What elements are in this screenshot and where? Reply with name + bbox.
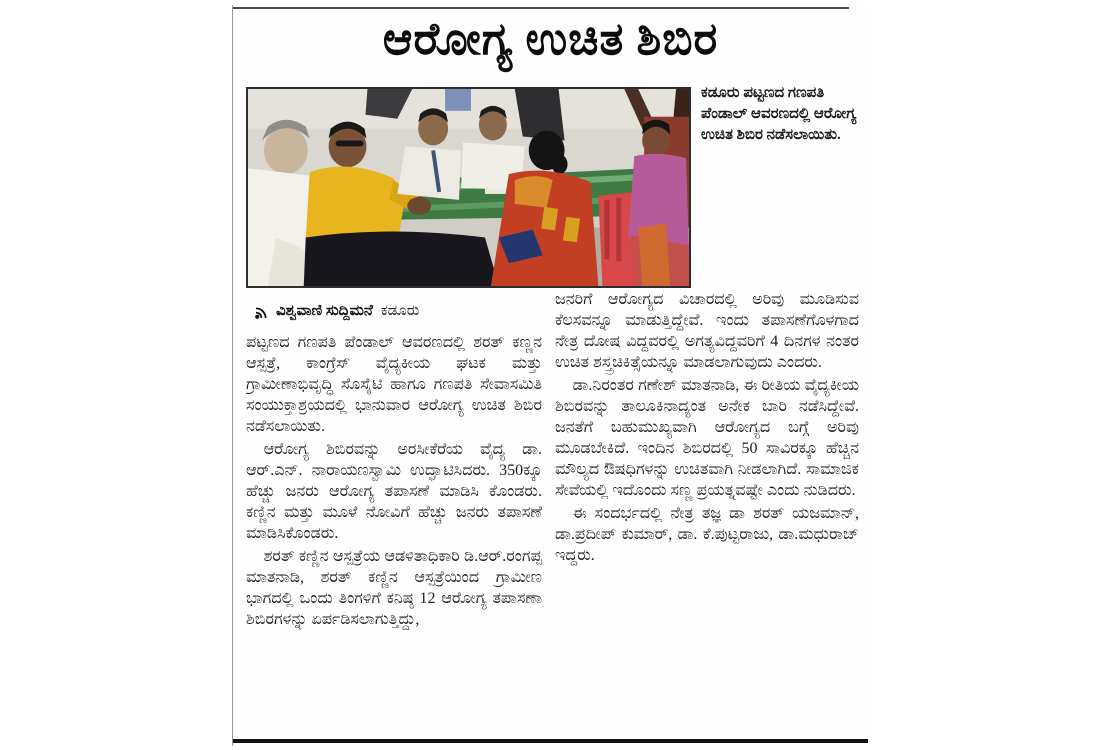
orange-sari-drape bbox=[638, 224, 670, 286]
vishwavani-broadcast-icon bbox=[254, 304, 270, 320]
elderly-man-head bbox=[264, 127, 308, 175]
column-left bbox=[246, 295, 542, 741]
photo-caption: ಕಡೂರು ಪಟ್ಟಣದ ಗಣಪತಿ ಪೆಂಡಾಲ್ ಆವರಣದಲ್ಲಿ ಆರೋಗ್ಯ ಉಚಿತ ಶಿಬಿರ ನಡೆಸಲಾಯಿತು. bbox=[701, 85, 857, 143]
paragraph: ಈ ಸಂದರ್ಭದಲ್ಲಿ ನೇತ್ರ ತಜ್ಞ ಡಾ ಶರತ್ ಯಜಮಾನ್, ಡಾ.ಪ್ರದೀಪ್ ಕುಮಾರ್, ಡಾ. ಕೆ.ಪುಟ್ಟರಾಜು, ಡಾ.ಮಧುರಾಜ್ ಇದ್ದರು. bbox=[555, 505, 859, 564]
bottom-rule bbox=[233, 739, 868, 743]
byline-agency: ವಿಶ್ವವಾಣಿ ಸುದ್ದಿಮನೆ bbox=[276, 303, 373, 319]
paragraph: ಪಟ್ಟಣದ ಗಣಪತಿ ಪೆಂಡಾಲ್ ಆವರಣದಲ್ಲಿ ಶರತ್ ಕಣ್ಣನ ಆಸ್ಪತ್ರೆ, ಕಾಂಗ್ರೆಸ್ ವೈದ್ಯಕೀಯ ಘಟಕ ಮತ್ತು ಗ್ರಾಮೀಣಾಭಿವೃದ್ಧಿ ಸೊಸೈಟಿ ಹಾಗೂ ಗಣಪತಿ ಸೇವಾಸಮಿತಿ ಸಂಯುಕ್ತಾಶ್ರಯದಲ್ಲಿ ಭಾನುವಾರ ಆರೋಗ್ಯ ಉಚಿತ ಶಿಬಿರ ನಡೆಸಲಾಯಿತು. bbox=[246, 334, 542, 435]
photo bbox=[246, 87, 691, 288]
paragraph: ಜನರಿಗೆ ಆರೋಗ್ಯದ ವಿಚಾರದಲ್ಲಿ ಅರಿವು ಮೂಡಿಸುವ ಕೆಲಸವನ್ನೂ ಮಾಡುತ್ತಿದ್ದೇವೆ. ಇಂದು ತಪಾಸಣೆಗೊಳಗಾದ ನೇತ್ರ ದೋಷ ವಿದ್ದವರಲ್ಲಿ ಅಗತ್ಯವಿದ್ದವರಿಗೆ 4 ದಿನಗಳ ನಂತರ ಉಚಿತ ಶಸ್ತ್ರಚಿಕಿತ್ಸೆಯನ್ನೂ ಮಾಡಲಾಗುವುದು ಎಂದರು. bbox=[555, 291, 859, 371]
paragraph: ಶರತ್ ಕಣ್ಣಿನ ಆಸ್ಪತ್ರೆಯ ಆಡಳಿತಾಧಿಕಾರಿ ಡಿ.ಆರ್.ರಂಗಪ್ಪ ಮಾತನಾಡಿ, ಶರತ್ ಕಣ್ಣಿನ ಆಸ್ಪತ್ರೆಯಿಂದ ಗ್ರಾಮೀಣ ಭಾಗದಲ್ಲಿ ಒಂದು ತಿಂಗಳಿಗೆ ಕನಿಷ್ಠ 12 ಆರೋಗ್ಯ ತಪಾಸಣಾ ಶಿಬಿರಗಳನ್ನು ಏರ್ಪಡಿಸಲಾಗುತ್ತಿದ್ದು, bbox=[246, 548, 542, 628]
paragraph: ಡಾ.ನಿರಂತರ ಗಣೇಶ್ ಮಾತನಾಡಿ, ಈ ರೀತಿಯ ವೈದ್ಯಕೀಯ ಶಿಬಿರವನ್ನು ತಾಲೂಕಿನಾದ್ಯಂತ ಅನೇಕ ಬಾರಿ ನಡೆಸಿದ್ದೇವೆ. ಜನತೆಗೆ ಬಹುಮುಖ್ಯವಾಗಿ ಆರೋಗ್ಯದ ಬಗ್ಗೆ ಅರಿವು ಮೂಡಬೇಕಿದೆ. ಇಂದಿನ ಶಿಬಿರದಲ್ಲಿ 50 ಸಾವಿರಕ್ಕೂ ಹೆಚ್ಚಿನ ಮೌಲ್ಯದ ಔಷಧಿಗಳನ್ನು ಉಚಿತವಾಗಿ ನೀಡಲಾಗಿದೆ. ಸಾಮಾಜಿಕ ಸೇವೆಯಲ್ಲಿ ಇದೊಂದು ಸಣ್ಣ ಪ್ರಯತ್ನವಷ್ಟೇ ಎಂದು ನುಡಿದರು. bbox=[555, 377, 859, 499]
orange-blouse bbox=[515, 176, 553, 208]
headline: ಆರೋಗ್ಯ ಉಚಿತ ಶಿಬಿರ bbox=[382, 14, 719, 64]
newspaper-clipping bbox=[232, 5, 868, 746]
top-rule bbox=[233, 7, 849, 9]
byline-location: ಕಡೂರು bbox=[380, 303, 420, 319]
column-right bbox=[555, 289, 859, 741]
background-figure bbox=[445, 89, 471, 111]
hand bbox=[407, 197, 431, 215]
byline bbox=[254, 301, 542, 322]
health-camp-photo-scene bbox=[248, 89, 689, 286]
eyeglasses bbox=[336, 140, 364, 146]
paragraph: ಆರೋಗ್ಯ ಶಿಬಿರವನ್ನು ಅರಸೀಕೆರೆಯ ವೈದ್ಯ ಡಾ. ಆರ್.ಎನ್. ನಾರಾಯಣಸ್ವಾಮಿ ಉದ್ಘಾಟಿಸಿದರು. 350ಕ್ಕೂ ಹೆಚ್ಚು ಜನರು ಆರೋಗ್ಯ ತಪಾಸಣೆ ಮಾಡಿಸಿ ಕೊಂಡರು. ಕಣ್ಣಿನ ಮತ್ತು ಮೂಳೆ ನೋವಿಗೆ ಹೆಚ್ಚು ಜನರು ತಪಾಸಣೆ ಮಾಡಿಸಿಕೊಂಡರು. bbox=[246, 441, 542, 542]
trousers bbox=[304, 232, 499, 286]
white-shirt-2 bbox=[397, 146, 461, 199]
